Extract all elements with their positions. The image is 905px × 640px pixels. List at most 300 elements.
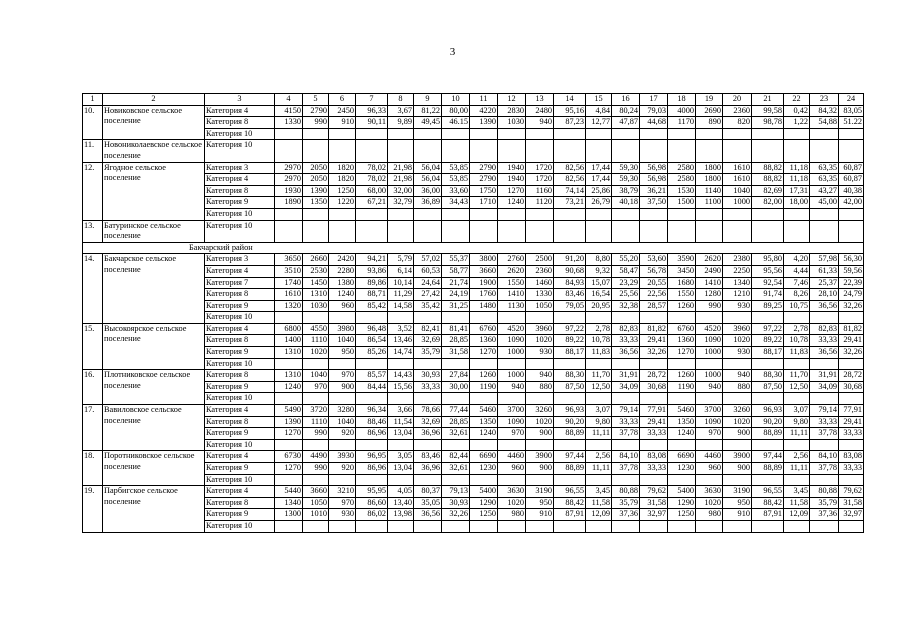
table-row: [83, 140, 864, 162]
value-cell: 1250: [329, 185, 356, 197]
value-cell: [752, 140, 784, 162]
value-cell: [356, 208, 388, 220]
row-number: 11.: [83, 140, 103, 162]
value-cell: 33,33: [839, 463, 864, 475]
category-cell: Категория 8: [205, 185, 275, 197]
value-cell: 34,43: [442, 197, 470, 209]
value-cell: 40,18: [612, 197, 640, 209]
value-cell: [668, 439, 696, 451]
value-cell: 58,77: [442, 265, 470, 277]
category-cell: Категория 7: [205, 277, 275, 289]
value-cell: 51.22: [839, 117, 864, 129]
value-cell: 79,14: [612, 405, 640, 417]
value-cell: 81,41: [442, 323, 470, 335]
value-cell: 47,87: [612, 117, 640, 129]
value-cell: 35,79: [612, 497, 640, 509]
value-cell: 10,78: [784, 335, 810, 347]
value-cell: 1040: [329, 335, 356, 347]
value-cell: 32,97: [839, 509, 864, 521]
value-cell: 22,39: [839, 277, 864, 289]
value-cell: 2580: [668, 174, 696, 186]
value-cell: 1250: [668, 509, 696, 521]
value-cell: 2490: [696, 265, 723, 277]
value-cell: [810, 220, 839, 242]
value-cell: [414, 128, 442, 140]
value-cell: 57,02: [414, 254, 442, 266]
value-cell: 95,56: [752, 265, 784, 277]
value-cell: 2660: [303, 254, 329, 266]
value-cell: 74,14: [554, 185, 586, 197]
value-cell: [784, 312, 810, 324]
value-cell: 85,57: [356, 370, 388, 382]
value-cell: 900: [526, 428, 554, 440]
value-cell: 4,20: [784, 254, 810, 266]
value-cell: 2790: [303, 105, 329, 117]
value-cell: 8,80: [586, 254, 612, 266]
value-cell: 6760: [470, 323, 498, 335]
value-cell: 5490: [275, 405, 303, 417]
settlement-name: Бакчарское сельское поселение: [103, 254, 205, 324]
value-cell: 88,46: [356, 416, 388, 428]
value-cell: [414, 312, 442, 324]
value-cell: 4,84: [586, 105, 612, 117]
value-cell: [810, 393, 839, 405]
value-cell: 1010: [303, 509, 329, 521]
value-cell: [810, 208, 839, 220]
settlement-name: Вавиловское сельское поселение: [103, 405, 205, 451]
value-cell: 37,78: [612, 428, 640, 440]
value-cell: [723, 358, 752, 370]
value-cell: [554, 140, 586, 162]
value-cell: 950: [329, 347, 356, 359]
value-cell: 940: [526, 370, 554, 382]
value-cell: 1090: [498, 335, 526, 347]
value-cell: 79,13: [442, 486, 470, 498]
value-cell: 2530: [303, 265, 329, 277]
value-cell: [414, 474, 442, 486]
value-cell: 82,56: [554, 174, 586, 186]
value-cell: [612, 128, 640, 140]
value-cell: 3700: [696, 405, 723, 417]
value-cell: 9,80: [586, 416, 612, 428]
value-cell: [612, 140, 640, 162]
value-cell: 81,82: [640, 323, 668, 335]
value-cell: [554, 358, 586, 370]
column-header: 12: [498, 94, 526, 106]
value-cell: [526, 208, 554, 220]
column-header: 24: [839, 94, 864, 106]
value-cell: 26,79: [586, 197, 612, 209]
value-cell: 1310: [303, 289, 329, 301]
value-cell: 83,08: [640, 451, 668, 463]
value-cell: 13,04: [388, 463, 414, 475]
value-cell: 13,40: [388, 497, 414, 509]
value-cell: [388, 474, 414, 486]
value-cell: 33,33: [612, 416, 640, 428]
value-cell: [356, 439, 388, 451]
value-cell: 1820: [329, 174, 356, 186]
value-cell: 4520: [696, 323, 723, 335]
value-cell: [275, 439, 303, 451]
value-cell: 1350: [303, 197, 329, 209]
value-cell: 11,18: [784, 174, 810, 186]
value-cell: [554, 439, 586, 451]
value-cell: [356, 393, 388, 405]
category-cell: Категория 9: [205, 463, 275, 475]
value-cell: 28,85: [442, 335, 470, 347]
value-cell: 80,00: [442, 105, 470, 117]
value-cell: 3260: [723, 405, 752, 417]
value-cell: 1110: [303, 335, 329, 347]
value-cell: [784, 208, 810, 220]
value-cell: 1240: [470, 428, 498, 440]
value-cell: 31,91: [612, 370, 640, 382]
category-cell: Категория 10: [205, 140, 275, 162]
value-cell: 3960: [723, 323, 752, 335]
value-cell: [275, 520, 303, 532]
value-cell: 10,14: [388, 277, 414, 289]
value-cell: [329, 439, 356, 451]
value-cell: 940: [696, 381, 723, 393]
column-header: 23: [810, 94, 839, 106]
value-cell: 30,68: [839, 381, 864, 393]
value-cell: [668, 393, 696, 405]
value-cell: 31,58: [640, 497, 668, 509]
value-cell: [388, 393, 414, 405]
value-cell: [612, 312, 640, 324]
value-cell: 81,22: [414, 105, 442, 117]
category-cell: Категория 8: [205, 117, 275, 129]
value-cell: 3,07: [784, 405, 810, 417]
value-cell: 11,29: [388, 289, 414, 301]
value-cell: 1610: [723, 174, 752, 186]
value-cell: [586, 220, 612, 242]
value-cell: 1890: [275, 197, 303, 209]
value-cell: 1020: [303, 347, 329, 359]
value-cell: 3800: [470, 254, 498, 266]
value-cell: 80,37: [414, 486, 442, 498]
value-cell: 970: [696, 428, 723, 440]
value-cell: [414, 358, 442, 370]
value-cell: 36,21: [640, 185, 668, 197]
value-cell: 5440: [275, 486, 303, 498]
value-cell: 91,20: [554, 254, 586, 266]
value-cell: 31,58: [839, 497, 864, 509]
value-cell: 24,79: [839, 289, 864, 301]
value-cell: 990: [696, 300, 723, 312]
value-cell: [723, 140, 752, 162]
value-cell: 60,87: [839, 174, 864, 186]
value-cell: 1680: [668, 277, 696, 289]
settlement-name: Высокоярское сельское поселение: [103, 323, 205, 369]
value-cell: 59,30: [612, 162, 640, 174]
value-cell: 960: [329, 300, 356, 312]
value-cell: 77,91: [839, 405, 864, 417]
column-header: 1: [83, 94, 103, 106]
value-cell: 82,00: [752, 197, 784, 209]
value-cell: 90,11: [356, 117, 388, 129]
value-cell: 1480: [470, 300, 498, 312]
value-cell: [810, 140, 839, 162]
value-cell: 1310: [275, 347, 303, 359]
value-cell: [275, 128, 303, 140]
value-cell: 1220: [329, 197, 356, 209]
value-cell: 7,46: [784, 277, 810, 289]
value-cell: [784, 520, 810, 532]
value-cell: [696, 220, 723, 242]
value-cell: [640, 128, 668, 140]
value-cell: 1100: [696, 197, 723, 209]
value-cell: 35,79: [414, 347, 442, 359]
value-cell: 880: [723, 381, 752, 393]
value-cell: 90,68: [554, 265, 586, 277]
value-cell: 3590: [668, 254, 696, 266]
value-cell: 1330: [526, 289, 554, 301]
value-cell: 29,41: [640, 416, 668, 428]
value-cell: 3930: [329, 451, 356, 463]
value-cell: 5,79: [388, 254, 414, 266]
value-cell: 1050: [303, 497, 329, 509]
value-cell: 27,84: [442, 370, 470, 382]
value-cell: 1130: [498, 300, 526, 312]
value-cell: 32,26: [442, 509, 470, 521]
column-header: 5: [303, 94, 329, 106]
value-cell: 83,08: [839, 451, 864, 463]
value-cell: 880: [526, 381, 554, 393]
value-cell: 4460: [498, 451, 526, 463]
value-cell: 3660: [303, 486, 329, 498]
value-cell: 17,44: [586, 162, 612, 174]
value-cell: [668, 220, 696, 242]
value-cell: 11,70: [784, 370, 810, 382]
value-cell: 1310: [275, 370, 303, 382]
value-cell: 80,24: [612, 105, 640, 117]
value-cell: 32,61: [442, 463, 470, 475]
value-cell: [810, 439, 839, 451]
value-cell: 4490: [303, 451, 329, 463]
value-cell: 11,83: [784, 347, 810, 359]
value-cell: 37,36: [612, 509, 640, 521]
column-header: 2: [103, 94, 205, 106]
value-cell: 1930: [275, 185, 303, 197]
value-cell: 11,83: [586, 347, 612, 359]
value-cell: [329, 474, 356, 486]
value-cell: 1,22: [784, 117, 810, 129]
value-cell: 34,09: [810, 381, 839, 393]
value-cell: 1290: [668, 497, 696, 509]
value-cell: 35,05: [414, 497, 442, 509]
value-cell: [303, 220, 329, 242]
value-cell: 930: [526, 347, 554, 359]
column-header: 7: [356, 94, 388, 106]
value-cell: 84,10: [612, 451, 640, 463]
value-cell: [414, 439, 442, 451]
value-cell: 9,32: [586, 265, 612, 277]
value-cell: [470, 358, 498, 370]
value-cell: 1800: [696, 174, 723, 186]
value-cell: [442, 208, 470, 220]
value-cell: 37,78: [810, 428, 839, 440]
category-cell: Категория 10: [205, 128, 275, 140]
value-cell: 3,67: [388, 105, 414, 117]
value-cell: 1800: [696, 162, 723, 174]
value-cell: 38,79: [612, 185, 640, 197]
value-cell: [784, 220, 810, 242]
table-row: [83, 162, 864, 174]
value-cell: 950: [526, 497, 554, 509]
value-cell: [640, 358, 668, 370]
value-cell: 53,85: [442, 174, 470, 186]
value-cell: 12,09: [784, 509, 810, 521]
value-cell: 3,45: [784, 486, 810, 498]
value-cell: 86,02: [356, 509, 388, 521]
value-cell: 33,33: [839, 428, 864, 440]
value-cell: [810, 520, 839, 532]
column-header: 22: [784, 94, 810, 106]
value-cell: 820: [723, 117, 752, 129]
value-cell: 95,95: [356, 486, 388, 498]
value-cell: 82,69: [752, 185, 784, 197]
value-cell: 1340: [275, 497, 303, 509]
value-cell: [329, 520, 356, 532]
value-cell: 1260: [668, 370, 696, 382]
category-cell: Категория 3: [205, 162, 275, 174]
value-cell: [526, 439, 554, 451]
value-cell: 10,75: [784, 300, 810, 312]
value-cell: [303, 393, 329, 405]
value-cell: 31,91: [810, 370, 839, 382]
value-cell: 45,00: [810, 197, 839, 209]
value-cell: 86,54: [356, 335, 388, 347]
value-cell: 63,35: [810, 162, 839, 174]
value-cell: 1300: [275, 509, 303, 521]
value-cell: 15,56: [388, 381, 414, 393]
value-cell: 1090: [696, 416, 723, 428]
value-cell: [498, 520, 526, 532]
category-cell: Категория 8: [205, 416, 275, 428]
value-cell: 1190: [668, 381, 696, 393]
value-cell: 56,98: [640, 174, 668, 186]
value-cell: 1610: [275, 289, 303, 301]
value-cell: 88,17: [554, 347, 586, 359]
value-cell: 32,26: [839, 300, 864, 312]
value-cell: [723, 220, 752, 242]
value-cell: 87,91: [752, 509, 784, 521]
value-cell: 33,60: [442, 185, 470, 197]
value-cell: 82,83: [612, 323, 640, 335]
value-cell: [810, 312, 839, 324]
value-cell: [414, 520, 442, 532]
value-cell: [554, 474, 586, 486]
settlement-name: Новониколаевское сельское поселение: [103, 140, 205, 162]
value-cell: [839, 393, 864, 405]
value-cell: 930: [329, 509, 356, 521]
value-cell: [839, 474, 864, 486]
value-cell: 1230: [470, 463, 498, 475]
value-cell: 37,36: [810, 509, 839, 521]
value-cell: [586, 439, 612, 451]
value-cell: [586, 140, 612, 162]
value-cell: 1270: [275, 463, 303, 475]
column-header: 10: [442, 94, 470, 106]
value-cell: 1050: [526, 300, 554, 312]
value-cell: 96,95: [356, 451, 388, 463]
value-cell: 12,77: [586, 117, 612, 129]
value-cell: 6690: [470, 451, 498, 463]
value-cell: 1740: [275, 277, 303, 289]
value-cell: 28,72: [839, 370, 864, 382]
value-cell: 94,21: [356, 254, 388, 266]
value-cell: [612, 520, 640, 532]
value-cell: 3720: [303, 405, 329, 417]
value-cell: 11,70: [586, 370, 612, 382]
value-cell: 11,11: [586, 428, 612, 440]
row-number: 19.: [83, 486, 103, 532]
value-cell: 78,02: [356, 174, 388, 186]
value-cell: 2420: [329, 254, 356, 266]
value-cell: 1260: [668, 300, 696, 312]
value-cell: 84,10: [810, 451, 839, 463]
value-cell: 77,44: [442, 405, 470, 417]
value-cell: 1390: [275, 416, 303, 428]
value-cell: 57,98: [810, 254, 839, 266]
value-cell: 4220: [470, 105, 498, 117]
value-cell: 2050: [303, 162, 329, 174]
column-header: 9: [414, 94, 442, 106]
value-cell: 28,57: [640, 300, 668, 312]
value-cell: 20,95: [586, 300, 612, 312]
value-cell: 32,00: [388, 185, 414, 197]
column-header: 11: [470, 94, 498, 106]
value-cell: [275, 220, 303, 242]
value-cell: 97,44: [554, 451, 586, 463]
category-cell: Категория 10: [205, 358, 275, 370]
category-cell: Категория 8: [205, 370, 275, 382]
value-cell: 88,89: [554, 463, 586, 475]
value-cell: 1750: [470, 185, 498, 197]
value-cell: [470, 393, 498, 405]
value-cell: 88,42: [554, 497, 586, 509]
table-row: [83, 220, 864, 242]
value-cell: 36,00: [414, 185, 442, 197]
value-cell: 2790: [470, 162, 498, 174]
value-cell: [442, 140, 470, 162]
table-row: [83, 451, 864, 463]
category-cell: Категория 10: [205, 393, 275, 405]
value-cell: 55,37: [442, 254, 470, 266]
value-cell: 2,78: [586, 323, 612, 335]
value-cell: 3,07: [586, 405, 612, 417]
value-cell: 1900: [470, 277, 498, 289]
value-cell: [640, 393, 668, 405]
value-cell: 930: [723, 347, 752, 359]
value-cell: 1000: [498, 347, 526, 359]
row-number: 16.: [83, 370, 103, 405]
value-cell: [388, 128, 414, 140]
value-cell: [723, 393, 752, 405]
value-cell: [752, 358, 784, 370]
value-cell: 1210: [723, 289, 752, 301]
value-cell: 20,55: [640, 277, 668, 289]
value-cell: 79,62: [640, 486, 668, 498]
value-cell: [784, 474, 810, 486]
table-row: [83, 254, 864, 266]
value-cell: 98,78: [752, 117, 784, 129]
value-cell: 56,30: [839, 254, 864, 266]
value-cell: 14,43: [388, 370, 414, 382]
value-cell: [668, 208, 696, 220]
value-cell: 2970: [275, 162, 303, 174]
